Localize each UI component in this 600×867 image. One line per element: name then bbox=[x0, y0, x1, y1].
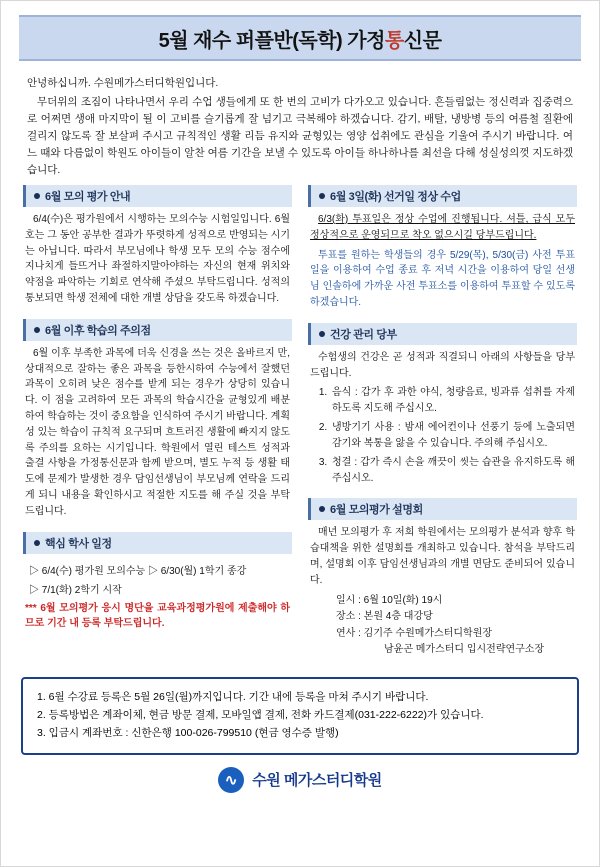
paragraph: 6/3(화) 투표일은 정상 수업에 진행됩니다. 셔틀, 급식 모두 정상적으로 운영되므로 착오 없으시길 당부드립니다. bbox=[310, 214, 575, 241]
page-title bbox=[159, 24, 442, 53]
bullet-dot-icon bbox=[319, 331, 325, 337]
page-title-accent: 통 bbox=[384, 29, 404, 52]
section-body bbox=[23, 554, 292, 633]
intro-body: 무더위의 조짐이 나타나면서 우리 수업 생들에게 또 한 번의 고비가 다가오고 있습니다. 흔들림없는 정신력과 집중력으로 어쩌면 생애 마지막이 될 이 고비를 슬기롭게 잘 넘기고 극복해야 하겠습니다. 감기, 배탈, 냉방병 등의 여름철 질환에 걸리지 않도록 잘 보살펴 주시고 규칙적인 생활 리듬 유지와 균형있는 영양 섭취에도 관심을 기울여 주시기 바랍니다. 여느 때와 다름없이 학원도 아이들이 알찬 여름 기간을 보낼 수 있도록 아이들 하나하나를 최선을 다해 성실성의껏 지도하겠습니다. bbox=[27, 96, 573, 176]
page-title-main: 5월 재수 퍼플반(독학) 가정 bbox=[158, 29, 385, 52]
section-core-schedule bbox=[23, 532, 292, 633]
section-health-care bbox=[308, 323, 577, 487]
bullet-dot-icon bbox=[319, 506, 325, 512]
section-heading bbox=[23, 532, 292, 554]
wave-logo-icon: ∿ bbox=[218, 767, 244, 793]
body-columns bbox=[23, 185, 577, 671]
section-heading bbox=[308, 323, 577, 345]
bullet-dot-icon bbox=[34, 327, 40, 333]
academy-name: 수원 메가스터디학원 bbox=[252, 772, 382, 790]
section-heading bbox=[23, 319, 292, 341]
bullet-dot-icon bbox=[34, 540, 40, 546]
section-body bbox=[23, 207, 292, 307]
footer-item: 2. 등록방법은 계좌이체, 현금 방문 결제, 모바일앱 결제, 전화 카드결제(031-222-6222)가 있습니다. bbox=[37, 708, 484, 721]
section-election-day-class bbox=[308, 185, 577, 311]
section-heading bbox=[308, 498, 577, 520]
right-column bbox=[308, 185, 577, 671]
list-item: 2. 냉방기기 사용 : 밤새 에어컨이나 선풍기 등에 노출되면 감기와 복통을 앓을 수 있습니다. 주의해 주십시오. bbox=[330, 420, 575, 451]
footer-notice-box bbox=[21, 677, 579, 755]
paragraph: 투표를 원하는 학생들의 경우 5/29(목), 5/30(금) 사전 투표일을 이용하여 수업 종료 후 저녁 시간을 이용하여 당일 선생님 인솔하에 가까운 사전 투표소를 이용하여 투표할 수 있도록 하겠습니다. bbox=[310, 249, 575, 308]
list-item: 3. 청결 : 갑가 즉시 손을 깨끗이 씻는 습관을 유지하도록 해 주십시오. bbox=[330, 455, 575, 486]
bullet-dot-icon bbox=[319, 193, 325, 199]
bullet-dot-icon bbox=[34, 193, 40, 199]
academy-logo bbox=[1, 767, 599, 793]
briefing-location: 장소 : 본원 4층 대강당 bbox=[336, 611, 433, 623]
section-body bbox=[23, 341, 292, 520]
section-heading-label: 핵심 학사 일정 bbox=[45, 537, 112, 550]
health-tips-list bbox=[310, 385, 575, 486]
intro-greeting: 안녕하십니까. 수원메가스터디학원입니다. bbox=[27, 77, 219, 89]
section-body bbox=[308, 345, 577, 487]
section-heading-label: 건강 관리 당부 bbox=[330, 328, 397, 341]
section-mock-exam-briefing bbox=[308, 498, 577, 658]
page-title-tail: 신문 bbox=[403, 29, 442, 52]
footer-item: 1. 6월 수강료 등록은 5월 26일(월)까지입니다. 기간 내에 등록을 마쳐 주시기 바랍니다. bbox=[37, 690, 429, 703]
intro-paragraph bbox=[27, 75, 573, 179]
section-heading-label: 6월 이후 학습의 주의점 bbox=[45, 324, 151, 337]
list-item: ▷ 6/4(수) 평가원 모의수능 ▷ 6/30(월) 1학기 종강 bbox=[29, 565, 247, 577]
section-heading-label: 6월 모의 평가 안내 bbox=[45, 191, 131, 203]
list-item: 1. 음식 : 갑가 후 과한 야식, 청량음료, 빙과류 섭취를 자제하도록 지도해 주십시오. bbox=[330, 385, 575, 416]
briefing-info bbox=[310, 593, 575, 659]
briefing-speaker-1: 연사 : 김기주 수원메가스터디학원장 bbox=[336, 627, 493, 639]
briefing-speaker-2: 남윤곤 메가스터디 입시전략연구소장 bbox=[384, 644, 545, 656]
section-after-june-caution bbox=[23, 319, 292, 520]
section-body bbox=[308, 207, 577, 311]
list-item: ▷ 7/1(화) 2학기 시작 bbox=[29, 584, 122, 596]
paragraph: 6월 이후 부족한 과목에 더욱 신경을 쓰는 것은 올바르지 만, 상대적으로 잘하는 좋은 과목을 등한시하여 수능에서 잘했던 과목이 오히려 낮은 점수를 받게 되는 경우가 상당히 있습니다. 이 점을 고려하여 모든 과목의 학습시간을 균형있게 배분하여 학습하는 것이 중요함을 인식하여 주시기 바랍니다. 계획성 있는 학습이 규칙적 요구되며 흐트러진 생활에 빠지지 않도록 주의를 요하는 시기입니다. 학원에서 열린 테스트 성적과 출결 사항을 가정통신문과 함께 받으며, 별도 누적 등 생활 태도에 문제가 발생한 경우 담임선생님이 부모님께 연락을 드리게 되니 내용을 확인하시고 적절한 지도를 해 주실 것을 부탁드립니다. bbox=[25, 347, 290, 517]
section-heading bbox=[23, 185, 292, 207]
header-banner bbox=[19, 15, 581, 61]
paragraph: 수험생의 건강은 곧 성적과 직결되니 아래의 사항들을 당부드립니다. bbox=[310, 351, 575, 379]
section-mock-exam-guide bbox=[23, 185, 292, 307]
footer-item: 3. 입금시 계좌번호 : 신한은행 100-026-799510 (현금 영수증 발행) bbox=[37, 727, 339, 740]
section-heading-label: 6월 모의평가 설명회 bbox=[330, 504, 423, 517]
left-column bbox=[23, 185, 292, 671]
section-heading-label: 6월 3일(화) 선거일 정상 수업 bbox=[330, 191, 461, 203]
section-heading bbox=[308, 185, 577, 207]
schedule-list bbox=[25, 563, 290, 599]
paragraph: 매년 모의평가 후 저희 학원에서는 모의평가 분석과 향후 학습대책을 위한 설명회를 개최하고 있습니다. 참석을 부탁드리며, 설명회 이후 담임선생님과의 개별 면담도 준비되어 있습니다. bbox=[310, 527, 575, 586]
paragraph: 6/4(수)은 평가원에서 시행하는 모의수능 시험일입니다. 6월호는 그 동안 공부한 결과가 뚜렷하게 성적으로 반영되는 시기는 아닙니다. 따라서 부모님에나 학생 모두 모의 수능 점수에 지나치게 들뜨거나 좌절하지말아야하는 자신의 현재 위치와 약점을 파악하는 기회로 연삭해 주셨으 부탁드립니다. 성적의 통보되면 학생 전체에 대한 개별 상담을 갖도록 하겠습니다. bbox=[25, 214, 290, 304]
briefing-datetime: 일시 : 6월 10일(화) 19시 bbox=[336, 594, 443, 606]
schedule-note: *** 6월 모의평가 응시 명단을 교육과정평가원에 제출해야 하므로 기간 내 등록 부탁드립니다. bbox=[25, 602, 290, 630]
section-body bbox=[308, 520, 577, 658]
